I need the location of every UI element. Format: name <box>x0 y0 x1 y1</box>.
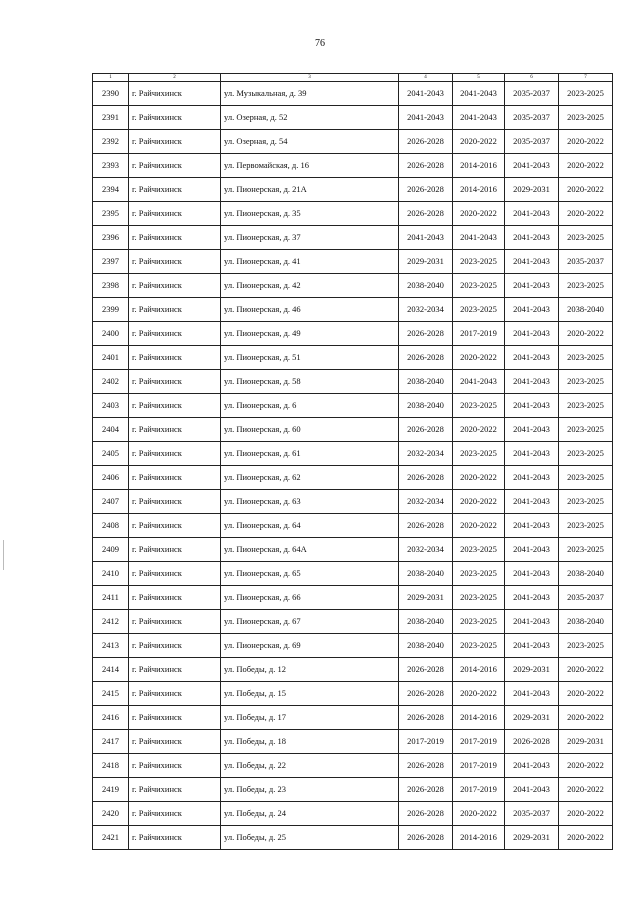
city-cell: г. Райчихинск <box>129 826 221 850</box>
period-col5-cell: 2017-2019 <box>453 322 505 346</box>
period-col5-cell: 2023-2025 <box>453 634 505 658</box>
row-number: 2396 <box>93 226 129 250</box>
period-col4-cell: 2026-2028 <box>399 418 453 442</box>
column-header-6: 6 <box>505 74 559 82</box>
row-number: 2395 <box>93 202 129 226</box>
table-row <box>93 754 613 778</box>
period-col6-cell: 2041-2043 <box>505 322 559 346</box>
city-cell: г. Райчихинск <box>129 298 221 322</box>
address-cell: ул. Пионерская, д. 69 <box>221 634 399 658</box>
period-col4-cell: 2026-2028 <box>399 754 453 778</box>
period-col5-cell: 2020-2022 <box>453 418 505 442</box>
period-col4-cell: 2026-2028 <box>399 682 453 706</box>
row-number: 2410 <box>93 562 129 586</box>
period-col4-cell: 2032-2034 <box>399 490 453 514</box>
city-cell: г. Райчихинск <box>129 154 221 178</box>
period-col5-cell: 2023-2025 <box>453 610 505 634</box>
city-cell: г. Райчихинск <box>129 418 221 442</box>
period-col4-cell: 2026-2028 <box>399 346 453 370</box>
address-cell: ул. Пионерская, д. 35 <box>221 202 399 226</box>
period-col4-cell: 2038-2040 <box>399 562 453 586</box>
table-row <box>93 682 613 706</box>
city-cell: г. Райчихинск <box>129 754 221 778</box>
period-col4-cell: 2026-2028 <box>399 802 453 826</box>
period-col6-cell: 2029-2031 <box>505 826 559 850</box>
row-number: 2407 <box>93 490 129 514</box>
period-col5-cell: 2020-2022 <box>453 682 505 706</box>
table-row <box>93 634 613 658</box>
period-col7-cell: 2020-2022 <box>559 826 613 850</box>
period-col7-cell: 2020-2022 <box>559 202 613 226</box>
city-cell: г. Райчихинск <box>129 346 221 370</box>
table-row <box>93 178 613 202</box>
table-row <box>93 514 613 538</box>
address-cell: ул. Пионерская, д. 42 <box>221 274 399 298</box>
row-number: 2394 <box>93 178 129 202</box>
period-col7-cell: 2023-2025 <box>559 442 613 466</box>
period-col6-cell: 2041-2043 <box>505 466 559 490</box>
period-col5-cell: 2017-2019 <box>453 730 505 754</box>
period-col4-cell: 2026-2028 <box>399 466 453 490</box>
period-col5-cell: 2023-2025 <box>453 586 505 610</box>
row-number: 2393 <box>93 154 129 178</box>
column-header-1: 1 <box>93 74 129 82</box>
table-row <box>93 778 613 802</box>
period-col6-cell: 2041-2043 <box>505 754 559 778</box>
address-cell: ул. Пионерская, д. 63 <box>221 490 399 514</box>
address-cell: ул. Пионерская, д. 60 <box>221 418 399 442</box>
table-row <box>93 250 613 274</box>
period-col7-cell: 2020-2022 <box>559 706 613 730</box>
period-col6-cell: 2041-2043 <box>505 394 559 418</box>
period-col6-cell: 2041-2043 <box>505 274 559 298</box>
row-number: 2397 <box>93 250 129 274</box>
period-col5-cell: 2023-2025 <box>453 538 505 562</box>
period-col7-cell: 2023-2025 <box>559 418 613 442</box>
period-col6-cell: 2041-2043 <box>505 586 559 610</box>
city-cell: г. Райчихинск <box>129 682 221 706</box>
address-cell: ул. Озерная, д. 52 <box>221 106 399 130</box>
row-number: 2417 <box>93 730 129 754</box>
period-col5-cell: 2014-2016 <box>453 154 505 178</box>
period-col4-cell: 2026-2028 <box>399 130 453 154</box>
address-cell: ул. Пионерская, д. 37 <box>221 226 399 250</box>
address-cell: ул. Пионерская, д. 64 <box>221 514 399 538</box>
period-col5-cell: 2020-2022 <box>453 490 505 514</box>
table-row <box>93 322 613 346</box>
period-col6-cell: 2041-2043 <box>505 538 559 562</box>
period-col7-cell: 2023-2025 <box>559 490 613 514</box>
table-row <box>93 394 613 418</box>
period-col7-cell: 2020-2022 <box>559 130 613 154</box>
address-cell: ул. Пионерская, д. 67 <box>221 610 399 634</box>
period-col5-cell: 2020-2022 <box>453 514 505 538</box>
row-number: 2409 <box>93 538 129 562</box>
row-number: 2390 <box>93 82 129 106</box>
table-row <box>93 466 613 490</box>
table-row <box>93 154 613 178</box>
period-col5-cell: 2023-2025 <box>453 250 505 274</box>
city-cell: г. Райчихинск <box>129 562 221 586</box>
period-col5-cell: 2041-2043 <box>453 226 505 250</box>
address-cell: ул. Пионерская, д. 46 <box>221 298 399 322</box>
address-cell: ул. Пионерская, д. 41 <box>221 250 399 274</box>
city-cell: г. Райчихинск <box>129 538 221 562</box>
period-col6-cell: 2029-2031 <box>505 658 559 682</box>
period-col4-cell: 2038-2040 <box>399 610 453 634</box>
period-col7-cell: 2023-2025 <box>559 634 613 658</box>
table-row <box>93 826 613 850</box>
period-col6-cell: 2035-2037 <box>505 130 559 154</box>
address-cell: ул. Пионерская, д. 65 <box>221 562 399 586</box>
period-col7-cell: 2038-2040 <box>559 298 613 322</box>
period-col6-cell: 2041-2043 <box>505 514 559 538</box>
address-cell: ул. Озерная, д. 54 <box>221 130 399 154</box>
table-row <box>93 370 613 394</box>
period-col6-cell: 2041-2043 <box>505 418 559 442</box>
row-number: 2402 <box>93 370 129 394</box>
city-cell: г. Райчихинск <box>129 706 221 730</box>
period-col4-cell: 2029-2031 <box>399 250 453 274</box>
period-col6-cell: 2041-2043 <box>505 490 559 514</box>
period-col5-cell: 2014-2016 <box>453 706 505 730</box>
period-col4-cell: 2032-2034 <box>399 442 453 466</box>
period-col5-cell: 2023-2025 <box>453 562 505 586</box>
table-row <box>93 202 613 226</box>
period-col5-cell: 2023-2025 <box>453 298 505 322</box>
address-cell: ул. Пионерская, д. 66 <box>221 586 399 610</box>
table-row <box>93 106 613 130</box>
period-col4-cell: 2038-2040 <box>399 394 453 418</box>
row-number: 2414 <box>93 658 129 682</box>
address-cell: ул. Первомайская, д. 16 <box>221 154 399 178</box>
data-table <box>92 73 613 850</box>
period-col4-cell: 2041-2043 <box>399 226 453 250</box>
address-cell: ул. Пионерская, д. 51 <box>221 346 399 370</box>
period-col7-cell: 2023-2025 <box>559 82 613 106</box>
period-col7-cell: 2029-2031 <box>559 730 613 754</box>
row-number: 2406 <box>93 466 129 490</box>
period-col5-cell: 2014-2016 <box>453 658 505 682</box>
period-col5-cell: 2020-2022 <box>453 202 505 226</box>
period-col7-cell: 2020-2022 <box>559 658 613 682</box>
city-cell: г. Райчихинск <box>129 130 221 154</box>
city-cell: г. Райчихинск <box>129 730 221 754</box>
table-row <box>93 130 613 154</box>
period-col5-cell: 2041-2043 <box>453 106 505 130</box>
period-col6-cell: 2041-2043 <box>505 250 559 274</box>
period-col4-cell: 2041-2043 <box>399 82 453 106</box>
row-number: 2412 <box>93 610 129 634</box>
city-cell: г. Райчихинск <box>129 514 221 538</box>
row-number: 2398 <box>93 274 129 298</box>
period-col7-cell: 2023-2025 <box>559 106 613 130</box>
period-col4-cell: 2038-2040 <box>399 370 453 394</box>
period-col5-cell: 2014-2016 <box>453 178 505 202</box>
period-col4-cell: 2026-2028 <box>399 322 453 346</box>
city-cell: г. Райчихинск <box>129 202 221 226</box>
table-body <box>93 82 613 850</box>
city-cell: г. Райчихинск <box>129 226 221 250</box>
city-cell: г. Райчихинск <box>129 82 221 106</box>
address-cell: ул. Пионерская, д. 49 <box>221 322 399 346</box>
table-row <box>93 490 613 514</box>
city-cell: г. Райчихинск <box>129 610 221 634</box>
period-col6-cell: 2026-2028 <box>505 730 559 754</box>
period-col7-cell: 2020-2022 <box>559 178 613 202</box>
row-number: 2419 <box>93 778 129 802</box>
row-number: 2408 <box>93 514 129 538</box>
address-cell: ул. Победы, д. 25 <box>221 826 399 850</box>
address-cell: ул. Победы, д. 15 <box>221 682 399 706</box>
period-col7-cell: 2023-2025 <box>559 274 613 298</box>
period-col7-cell: 2023-2025 <box>559 370 613 394</box>
period-col7-cell: 2020-2022 <box>559 778 613 802</box>
address-cell: ул. Победы, д. 12 <box>221 658 399 682</box>
period-col5-cell: 2023-2025 <box>453 394 505 418</box>
table-header <box>93 74 613 82</box>
address-cell: ул. Пионерская, д. 58 <box>221 370 399 394</box>
row-number: 2392 <box>93 130 129 154</box>
row-number: 2403 <box>93 394 129 418</box>
period-col7-cell: 2023-2025 <box>559 538 613 562</box>
row-number: 2418 <box>93 754 129 778</box>
table-row <box>93 658 613 682</box>
period-col5-cell: 2023-2025 <box>453 274 505 298</box>
table-row <box>93 586 613 610</box>
table-row <box>93 562 613 586</box>
period-col4-cell: 2032-2034 <box>399 298 453 322</box>
period-col6-cell: 2041-2043 <box>505 634 559 658</box>
period-col4-cell: 2026-2028 <box>399 202 453 226</box>
city-cell: г. Райчихинск <box>129 250 221 274</box>
city-cell: г. Райчихинск <box>129 658 221 682</box>
period-col6-cell: 2041-2043 <box>505 778 559 802</box>
period-col4-cell: 2032-2034 <box>399 538 453 562</box>
row-number: 2411 <box>93 586 129 610</box>
period-col6-cell: 2041-2043 <box>505 226 559 250</box>
address-cell: ул. Пионерская, д. 64А <box>221 538 399 562</box>
period-col4-cell: 2026-2028 <box>399 154 453 178</box>
period-col5-cell: 2023-2025 <box>453 442 505 466</box>
table-row <box>93 82 613 106</box>
period-col6-cell: 2041-2043 <box>505 370 559 394</box>
row-number: 2413 <box>93 634 129 658</box>
period-col7-cell: 2020-2022 <box>559 754 613 778</box>
period-col4-cell: 2026-2028 <box>399 658 453 682</box>
period-col6-cell: 2029-2031 <box>505 706 559 730</box>
period-col7-cell: 2023-2025 <box>559 394 613 418</box>
period-col7-cell: 2023-2025 <box>559 346 613 370</box>
period-col5-cell: 2020-2022 <box>453 802 505 826</box>
period-col5-cell: 2017-2019 <box>453 754 505 778</box>
period-col4-cell: 2026-2028 <box>399 826 453 850</box>
period-col6-cell: 2029-2031 <box>505 178 559 202</box>
table-row <box>93 610 613 634</box>
row-number: 2399 <box>93 298 129 322</box>
city-cell: г. Райчихинск <box>129 370 221 394</box>
scan-margin-mark <box>3 540 4 570</box>
address-cell: ул. Победы, д. 24 <box>221 802 399 826</box>
city-cell: г. Райчихинск <box>129 466 221 490</box>
period-col6-cell: 2041-2043 <box>505 442 559 466</box>
period-col7-cell: 2020-2022 <box>559 802 613 826</box>
period-col6-cell: 2041-2043 <box>505 202 559 226</box>
period-col4-cell: 2026-2028 <box>399 514 453 538</box>
address-cell: ул. Победы, д. 18 <box>221 730 399 754</box>
address-cell: ул. Победы, д. 22 <box>221 754 399 778</box>
column-header-7: 7 <box>559 74 613 82</box>
table-row <box>93 730 613 754</box>
table-row <box>93 802 613 826</box>
table-row <box>93 706 613 730</box>
city-cell: г. Райчихинск <box>129 106 221 130</box>
period-col4-cell: 2026-2028 <box>399 706 453 730</box>
period-col6-cell: 2035-2037 <box>505 82 559 106</box>
period-col5-cell: 2041-2043 <box>453 370 505 394</box>
city-cell: г. Райчихинск <box>129 490 221 514</box>
period-col6-cell: 2035-2037 <box>505 106 559 130</box>
row-number: 2421 <box>93 826 129 850</box>
period-col5-cell: 2017-2019 <box>453 778 505 802</box>
address-cell: ул. Пионерская, д. 6 <box>221 394 399 418</box>
period-col5-cell: 2020-2022 <box>453 130 505 154</box>
address-cell: ул. Пионерская, д. 62 <box>221 466 399 490</box>
table-row <box>93 226 613 250</box>
period-col7-cell: 2038-2040 <box>559 562 613 586</box>
table-row <box>93 538 613 562</box>
period-col7-cell: 2020-2022 <box>559 154 613 178</box>
period-col7-cell: 2023-2025 <box>559 514 613 538</box>
period-col7-cell: 2023-2025 <box>559 466 613 490</box>
row-number: 2416 <box>93 706 129 730</box>
period-col7-cell: 2038-2040 <box>559 610 613 634</box>
page-number: 76 <box>315 38 325 49</box>
row-number: 2400 <box>93 322 129 346</box>
period-col4-cell: 2038-2040 <box>399 634 453 658</box>
row-number: 2415 <box>93 682 129 706</box>
period-col7-cell: 2035-2037 <box>559 250 613 274</box>
row-number: 2405 <box>93 442 129 466</box>
city-cell: г. Райчихинск <box>129 322 221 346</box>
table-row <box>93 418 613 442</box>
period-col4-cell: 2017-2019 <box>399 730 453 754</box>
row-number: 2391 <box>93 106 129 130</box>
table-row <box>93 298 613 322</box>
period-col7-cell: 2020-2022 <box>559 682 613 706</box>
column-header-2: 2 <box>129 74 221 82</box>
table-row <box>93 346 613 370</box>
column-header-3: 3 <box>221 74 399 82</box>
table-row <box>93 274 613 298</box>
column-header-5: 5 <box>453 74 505 82</box>
row-number: 2404 <box>93 418 129 442</box>
period-col4-cell: 2041-2043 <box>399 106 453 130</box>
address-cell: ул. Пионерская, д. 21А <box>221 178 399 202</box>
city-cell: г. Райчихинск <box>129 802 221 826</box>
period-col4-cell: 2026-2028 <box>399 178 453 202</box>
city-cell: г. Райчихинск <box>129 778 221 802</box>
address-cell: ул. Пионерская, д. 61 <box>221 442 399 466</box>
period-col7-cell: 2023-2025 <box>559 226 613 250</box>
period-col4-cell: 2029-2031 <box>399 586 453 610</box>
period-col6-cell: 2041-2043 <box>505 346 559 370</box>
period-col7-cell: 2035-2037 <box>559 586 613 610</box>
row-number: 2420 <box>93 802 129 826</box>
table-row <box>93 442 613 466</box>
city-cell: г. Райчихинск <box>129 394 221 418</box>
city-cell: г. Райчихинск <box>129 442 221 466</box>
period-col4-cell: 2038-2040 <box>399 274 453 298</box>
period-col6-cell: 2041-2043 <box>505 610 559 634</box>
address-cell: ул. Музыкальная, д. 39 <box>221 82 399 106</box>
address-cell: ул. Победы, д. 17 <box>221 706 399 730</box>
period-col6-cell: 2041-2043 <box>505 298 559 322</box>
city-cell: г. Райчихинск <box>129 274 221 298</box>
header-row <box>93 74 613 82</box>
period-col6-cell: 2035-2037 <box>505 802 559 826</box>
city-cell: г. Райчихинск <box>129 634 221 658</box>
period-col5-cell: 2041-2043 <box>453 82 505 106</box>
column-header-4: 4 <box>399 74 453 82</box>
city-cell: г. Райчихинск <box>129 178 221 202</box>
period-col7-cell: 2020-2022 <box>559 322 613 346</box>
address-cell: ул. Победы, д. 23 <box>221 778 399 802</box>
city-cell: г. Райчихинск <box>129 586 221 610</box>
period-col5-cell: 2014-2016 <box>453 826 505 850</box>
period-col4-cell: 2026-2028 <box>399 778 453 802</box>
period-col5-cell: 2020-2022 <box>453 346 505 370</box>
period-col6-cell: 2041-2043 <box>505 154 559 178</box>
period-col5-cell: 2020-2022 <box>453 466 505 490</box>
period-col6-cell: 2041-2043 <box>505 562 559 586</box>
period-col6-cell: 2041-2043 <box>505 682 559 706</box>
row-number: 2401 <box>93 346 129 370</box>
